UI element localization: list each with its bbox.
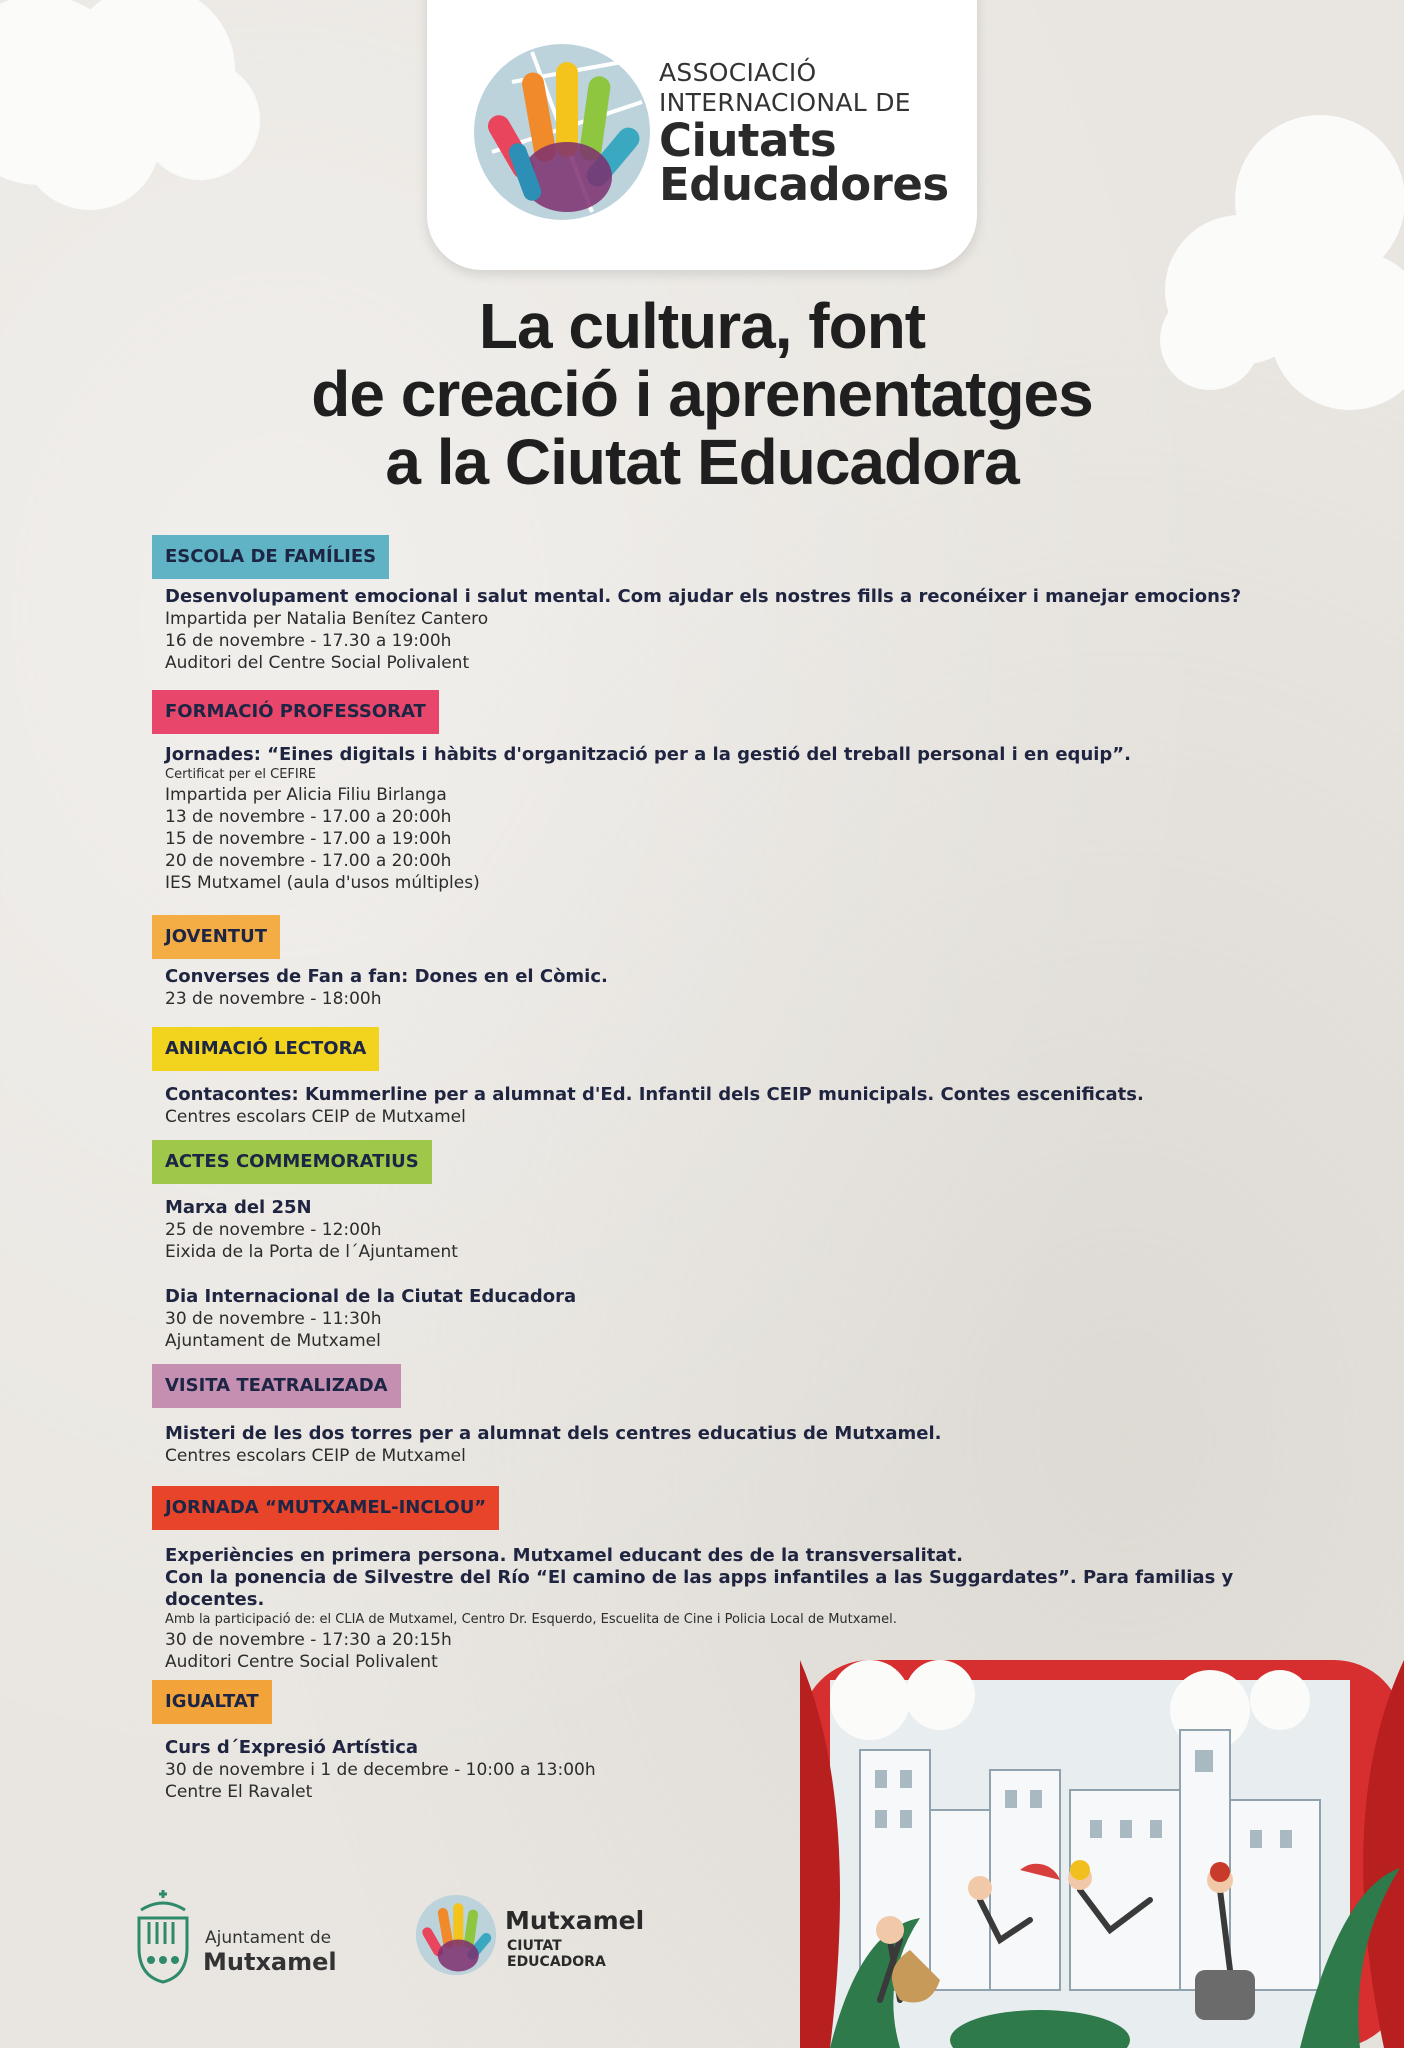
page-title [0, 292, 1404, 496]
ajuntament-label-1: Ajuntament de [205, 1928, 332, 1948]
event-location: Centres escolars CEIP de Mutxamel [165, 1446, 466, 1466]
ciutat-label-2b: EDUCADORA [507, 1954, 606, 1970]
ciutat-label-2a: CIUTAT [507, 1938, 562, 1954]
section-tag-inclou: JORNADA “MUTXAMEL-INCLOU” [152, 1486, 499, 1530]
ciutat-label-2 [507, 1938, 606, 1970]
event-location: Auditori Centre Social Polivalent [165, 1652, 438, 1672]
event-date: 16 de novembre - 17.30 a 19:00h [165, 631, 452, 651]
event-date: 30 de novembre i 1 de decembre - 10:00 a 13:00h [165, 1760, 596, 1780]
event-professorat [165, 744, 1131, 894]
event-location: Centre El Ravalet [165, 1782, 313, 1802]
event-title: Converses de Fan a fan: Dones en el Còmic. [165, 966, 608, 987]
org-name-line3: Ciutats [659, 114, 837, 167]
event-participants: Amb la participació de: el CLIA de Mutxamel, Centro Dr. Esquerdo, Escuelita de Cine i Policia Local de Mutxamel. [165, 1612, 897, 1627]
event-title: Contacontes: Kummerline per a alumnat d'Ed. Infantil dels CEIP municipals. Contes escenificats. [165, 1084, 1144, 1105]
ajuntament-label-2: Mutxamel [203, 1948, 337, 1976]
event-title: Jornades: “Eines digitals i hàbits d'organització per a la gestió del treball personal i en equip”. [165, 744, 1131, 765]
coat-of-arms-icon [135, 1888, 191, 1984]
event-title-1: Experiències en primera persona. Mutxamel educant des de la transversalitat. [165, 1545, 963, 1566]
event-speaker: Impartida per Natalia Benítez Cantero [165, 609, 489, 629]
event-families [165, 586, 1241, 674]
event-joventut [165, 966, 608, 1010]
event-dia-internacional [165, 1286, 576, 1352]
event-title: Misteri de les dos torres per a alumnat dels centres educatius de Mutxamel. [165, 1423, 942, 1444]
header-card [427, 0, 977, 270]
event-location: IES Mutxamel (aula d'usos múltiples) [165, 873, 480, 893]
event-date: 23 de novembre - 18:00h [165, 989, 382, 1009]
cloud-top-left [0, 0, 300, 220]
event-speaker: Impartida per Alicia Filiu Birlanga [165, 785, 447, 805]
org-name-line1: ASSOCIACIÓ [659, 58, 817, 87]
section-tag-teatralizada: VISITA TEATRALIZADA [152, 1364, 401, 1408]
event-igualtat [165, 1737, 596, 1803]
event-location: Ajuntament de Mutxamel [165, 1331, 381, 1351]
event-title: Curs d´Expresió Artística [165, 1737, 419, 1758]
title-line2: de creació i aprenentatges [311, 358, 1093, 430]
title-line1: La cultura, font [478, 290, 926, 362]
section-tag-professorat: FORMACIÓ PROFESSORAT [152, 690, 439, 734]
event-lectora [165, 1084, 1144, 1128]
event-date: 25 de novembre - 12:00h [165, 1220, 382, 1240]
event-location: Auditori del Centre Social Polivalent [165, 653, 470, 673]
event-date: 30 de novembre - 17:30 a 20:15h [165, 1630, 452, 1650]
event-title-3: docentes. [165, 1589, 265, 1610]
hand-logo-small-icon [415, 1894, 497, 1976]
event-date-3: 20 de novembre - 17.00 a 20:00h [165, 851, 452, 871]
event-location: Eixida de la Porta de l´Ajuntament [165, 1242, 458, 1262]
section-tag-lectora: ANIMACIÓ LECTORA [152, 1027, 379, 1071]
event-teatralizada [165, 1423, 941, 1467]
event-title: Dia Internacional de la Ciutat Educadora [165, 1286, 577, 1307]
org-name-line2: INTERNACIONAL DE [659, 88, 911, 117]
event-marxa [165, 1197, 458, 1263]
section-tag-families: ESCOLA DE FAMÍLIES [152, 535, 389, 579]
title-line3: a la Ciutat Educadora [385, 426, 1019, 498]
section-tag-joventut: JOVENTUT [152, 915, 280, 959]
section-tag-commemoratius: ACTES COMMEMORATIUS [152, 1140, 432, 1184]
hand-logo-icon [472, 42, 652, 222]
event-date-2: 15 de novembre - 17.00 a 19:00h [165, 829, 452, 849]
event-title-2: Con la ponencia de Silvestre del Río “El camino de las apps infantiles a las Suggardates”. Para familias y [165, 1567, 1234, 1588]
section-tag-igualtat: IGUALTAT [152, 1680, 272, 1724]
event-date: 30 de novembre - 11:30h [165, 1309, 382, 1329]
ajuntament-logo [135, 1888, 337, 1988]
event-date-1: 13 de novembre - 17.00 a 20:00h [165, 807, 452, 827]
event-title: Desenvolupament emocional i salut mental. Com ajudar els nostres fills a reconéixer i manejar emocions? [165, 586, 1242, 607]
ciutat-label-1: Mutxamel [505, 1906, 645, 1935]
org-name-line4: Educadores [659, 158, 949, 211]
event-certificate: Certificat per el CEFIRE [165, 767, 316, 782]
mutxamel-ciutat-educadora-logo [415, 1894, 645, 1980]
event-title: Marxa del 25N [165, 1197, 312, 1218]
theatre-illustration [740, 1640, 1404, 2048]
event-location: Centres escolars CEIP de Mutxamel [165, 1107, 466, 1127]
